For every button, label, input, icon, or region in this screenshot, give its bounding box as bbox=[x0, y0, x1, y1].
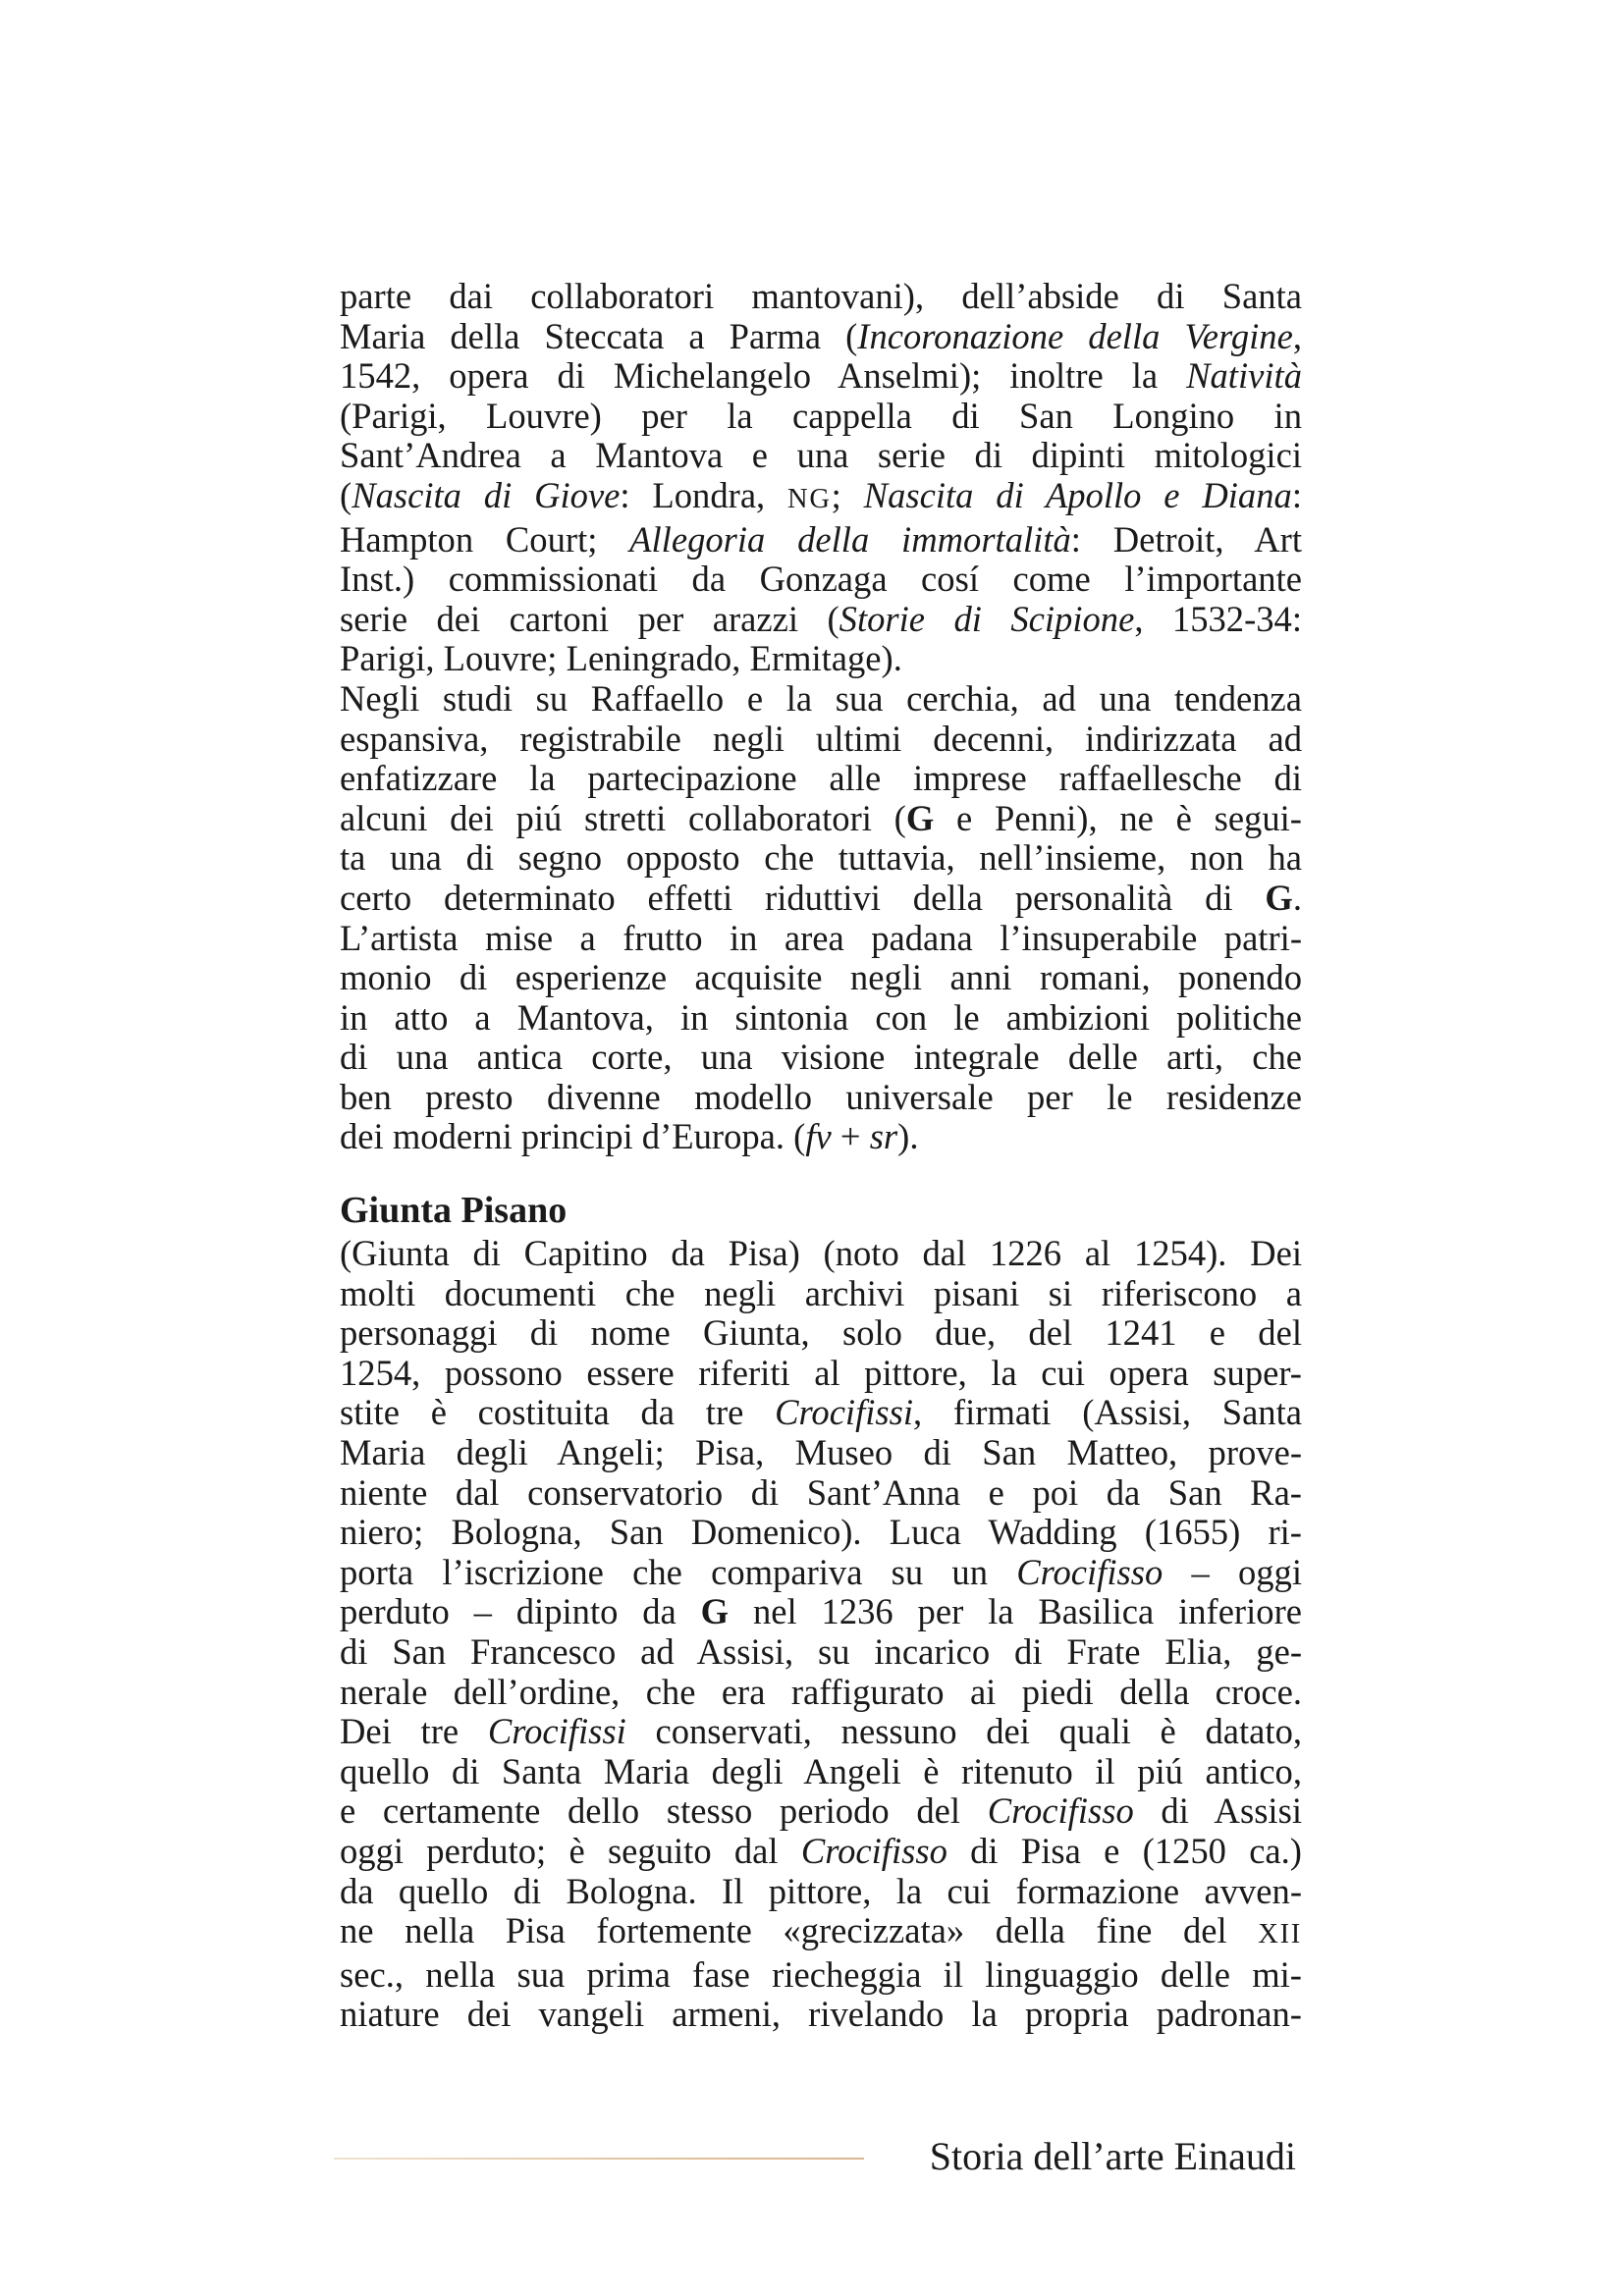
text-line: Parigi, Louvre; Leningrado, Ermitage). bbox=[340, 639, 902, 679]
text-line: (Nascita di Giove: Londra, NG; Nascita di Apollo e Diana: bbox=[340, 475, 1302, 515]
text-line: da quello di Bologna. Il pittore, la cui formazione avven- bbox=[340, 1871, 1302, 1911]
italic-title: Crocifisso bbox=[800, 1831, 947, 1871]
text-line: sec., nella sua prima fase riecheggia il linguaggio delle mi- bbox=[340, 1954, 1302, 1995]
text-line: Sant’Andrea a Mantova e una serie di dipinti mitologici bbox=[340, 436, 1302, 476]
text-line: Negli studi su Raffaello e la sua cerchia, ad una tendenza bbox=[340, 678, 1302, 719]
text-line: niature dei vangeli armeni, rivelando la propria padronan- bbox=[340, 1995, 1302, 2035]
text-line: di una antica corte, una visione integrale delle arti, che bbox=[340, 1038, 1302, 1078]
text-line: alcuni dei piú stretti collaboratori (G e Penni), ne è segui- bbox=[340, 798, 1302, 838]
text-line: (Parigi, Louvre) per la cappella di San Longino in bbox=[340, 396, 1302, 436]
paragraph-giulio-romano-assessment bbox=[340, 679, 1302, 1157]
text-line: ben presto divenne modello universale per le residenze bbox=[340, 1077, 1302, 1117]
page-footer bbox=[334, 2132, 1306, 2181]
italic-title: Crocifisso bbox=[987, 1791, 1134, 1832]
text-line: L’artista mise a frutto in area padana l’insuperabile patri- bbox=[340, 918, 1302, 958]
italic-title: sr bbox=[869, 1117, 898, 1157]
text-line: serie dei cartoni per arazzi (Storie di Scipione, 1532-34: bbox=[340, 599, 1302, 639]
small-caps: NG bbox=[787, 483, 832, 514]
small-caps: XII bbox=[1258, 1919, 1302, 1950]
text-line: di San Francesco ad Assisi, su incarico di Frate Elia, ge- bbox=[340, 1632, 1302, 1672]
text-line: Dei tre Crocifissi conservati, nessuno dei quali è datato, bbox=[340, 1712, 1302, 1752]
text-line: oggi perduto; è seguito dal Crocifisso di Pisa e (1250 ca.) bbox=[340, 1831, 1302, 1871]
bold-initial: G bbox=[700, 1592, 730, 1632]
text-line: stite è costituita da tre Crocifissi, firmati (Assisi, Santa bbox=[340, 1393, 1302, 1433]
text-line: niero; Bologna, San Domenico). Luca Wadding (1655) ri- bbox=[340, 1513, 1302, 1553]
italic-title: Crocifisso bbox=[1016, 1552, 1163, 1592]
text-line: porta l’iscrizione che compariva su un Crocifisso – oggi bbox=[340, 1552, 1302, 1592]
text-line: ta una di segno opposto che tuttavia, nell’insieme, non ha bbox=[340, 838, 1302, 879]
paragraph-giulio-romano-works bbox=[340, 277, 1302, 679]
bold-initial: G bbox=[1265, 878, 1293, 918]
page-body bbox=[340, 277, 1302, 2035]
paragraph-giunta-pisano bbox=[340, 1234, 1302, 2035]
text-line: Hampton Court; Allegoria della immortalità: Detroit, Art bbox=[340, 519, 1302, 560]
text-line: 1254, possono essere riferiti al pittore, la cui opera super- bbox=[340, 1353, 1302, 1393]
footer-rule bbox=[334, 2158, 864, 2160]
text-line: quello di Santa Maria degli Angeli è ritenuto il piú antico, bbox=[340, 1751, 1302, 1791]
text-line: espansiva, registrabile negli ultimi decenni, indirizzata ad bbox=[340, 719, 1302, 759]
italic-title: Allegoria della immortalità bbox=[629, 519, 1071, 560]
text-line: molti documenti che negli archivi pisani si riferiscono a bbox=[340, 1273, 1302, 1313]
text-line: ne nella Pisa fortemente «grecizzata» della fine del XII bbox=[340, 1911, 1302, 1951]
text-line: nerale dell’ordine, che era raffigurato ai piedi della croce. bbox=[340, 1672, 1302, 1712]
entry-heading: Giunta Pisano bbox=[340, 1190, 568, 1232]
italic-title: Crocifissi bbox=[487, 1712, 626, 1752]
footer-title: Storia dell’arte Einaudi bbox=[929, 2134, 1296, 2178]
text-line: in atto a Mantova, in sintonia con le ambizioni politiche bbox=[340, 997, 1302, 1038]
italic-title: Crocifissi bbox=[775, 1393, 914, 1433]
text-line: enfatizzare la partecipazione alle imprese raffaellesche di bbox=[340, 759, 1302, 799]
italic-title: Nascita di Apollo e Diana bbox=[863, 475, 1292, 515]
text-line: Inst.) commissionati da Gonzaga cosí come l’importante bbox=[340, 560, 1302, 600]
text-line: niente dal conservatorio di Sant’Anna e poi da San Ra- bbox=[340, 1472, 1302, 1513]
text-line: dei moderni principi d’Europa. (fv + sr). bbox=[340, 1117, 919, 1157]
italic-title: Nascita di Giove bbox=[352, 475, 621, 515]
text-line: certo determinato effetti riduttivi della personalità di G. bbox=[340, 878, 1302, 918]
text-line: 1542, opera di Michelangelo Anselmi); inoltre la Natività bbox=[340, 356, 1302, 397]
text-line: perduto – dipinto da G nel 1236 per la Basilica inferiore bbox=[340, 1592, 1302, 1632]
text-line: parte dai collaboratori mantovani), dell’abside di Santa bbox=[340, 277, 1302, 316]
text-line: e certamente dello stesso periodo del Crocifisso di Assisi bbox=[340, 1791, 1302, 1832]
bold-initial: G bbox=[905, 798, 935, 838]
italic-title: Storie di Scipione bbox=[839, 599, 1135, 639]
text-line: (Giunta di Capitino da Pisa) (noto dal 1226 al 1254). Dei bbox=[340, 1234, 1302, 1274]
text-line: personaggi di nome Giunta, solo due, del 1241 e del bbox=[340, 1313, 1302, 1354]
text-line: Maria della Steccata a Parma (Incoronazione della Vergine, bbox=[340, 316, 1302, 356]
italic-title: fv bbox=[805, 1117, 832, 1157]
text-line: monio di esperienze acquisite negli anni romani, ponendo bbox=[340, 958, 1302, 998]
italic-title: Natività bbox=[1186, 356, 1302, 397]
italic-title: Incoronazione della Vergine bbox=[857, 316, 1293, 356]
text-line: Maria degli Angeli; Pisa, Museo di San Matteo, prove- bbox=[340, 1433, 1302, 1473]
